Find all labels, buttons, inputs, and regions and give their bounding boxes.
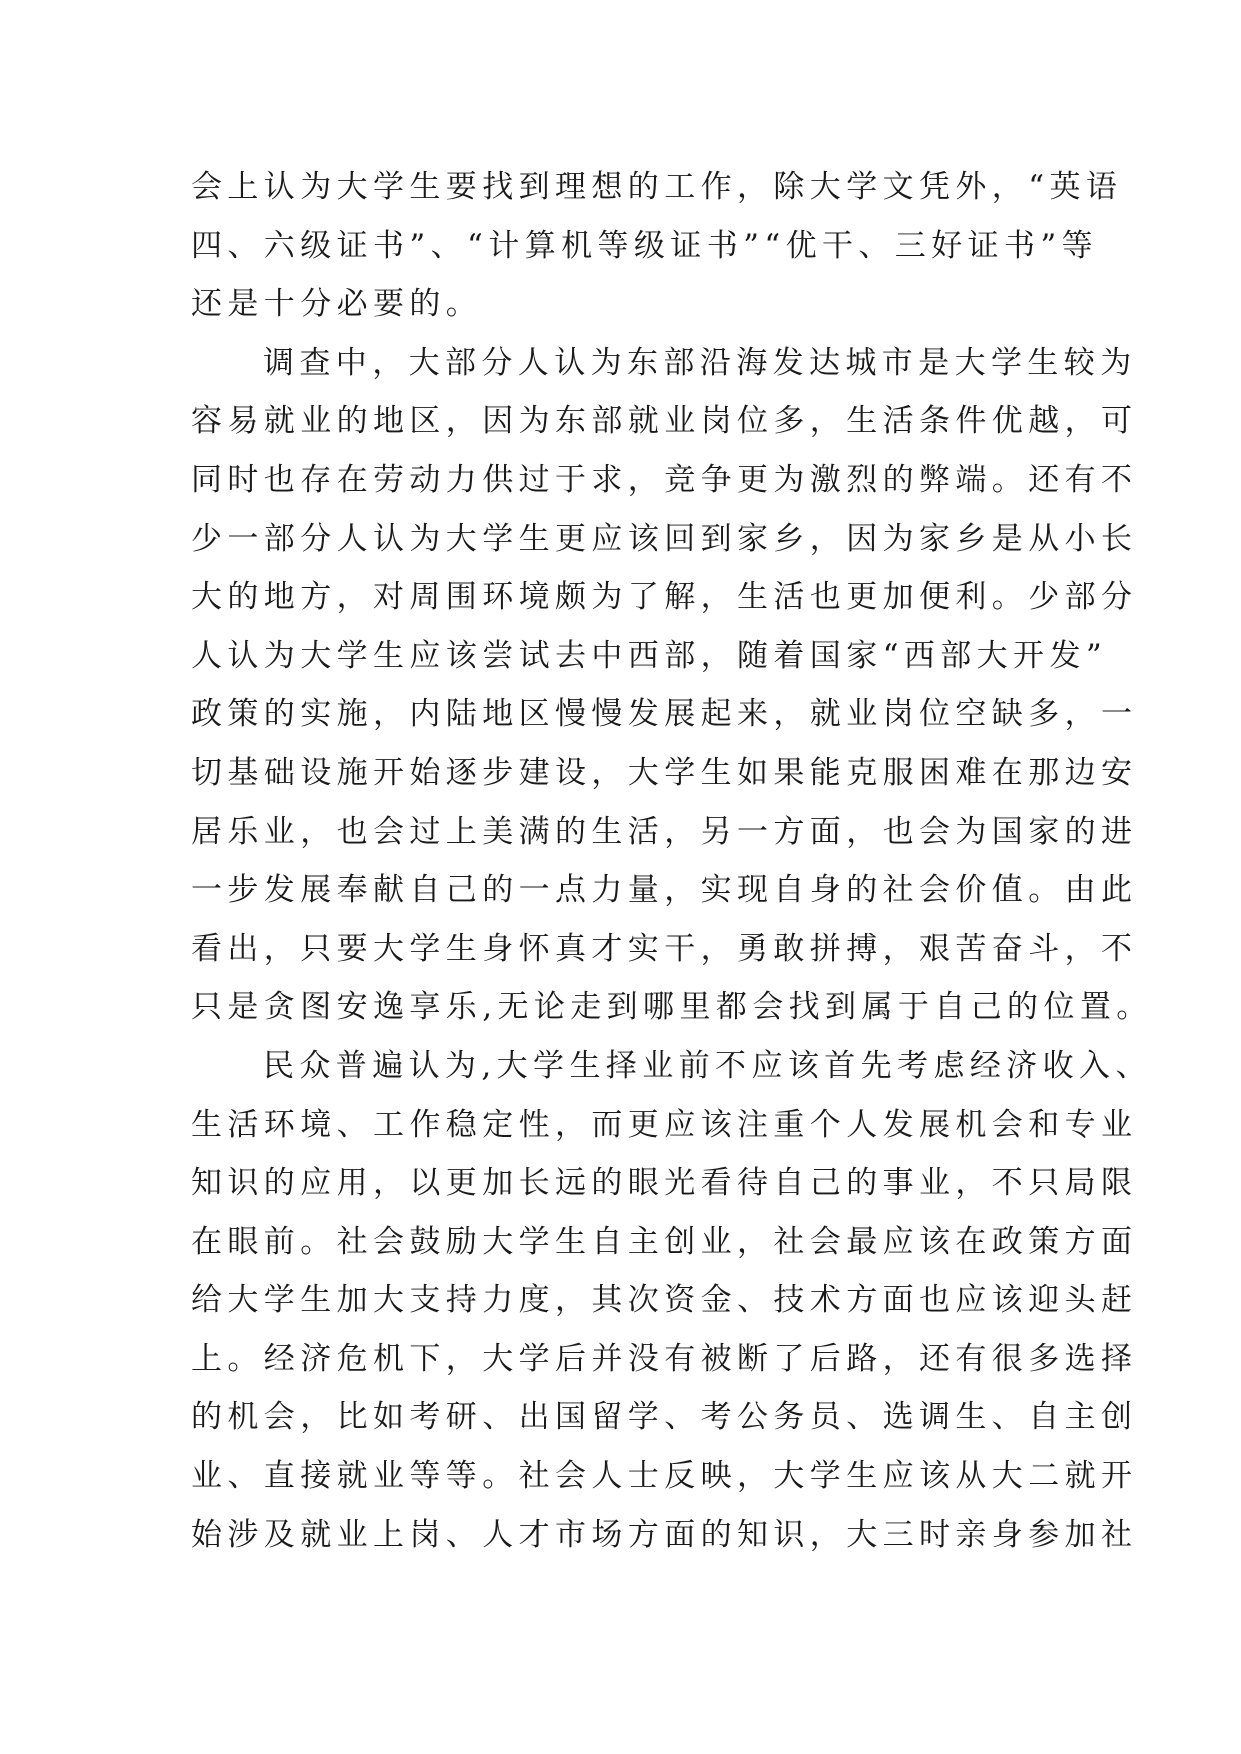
text-line: 四、六级证书”、“计算机等级证书”“优干、三好证书”等: [191, 227, 1099, 264]
text-line: 生活环境、工作稳定性，而更应该注重个人发展机会和专业: [191, 1106, 1138, 1143]
text-line: 会上认为大学生要找到理想的工作，除大学文凭外，“英语: [191, 169, 1123, 205]
text-line: 看出，只要大学生身怀真才实干，勇敢拼搏，艰苦奋斗，不: [191, 930, 1138, 967]
text-line: 在眼前。社会鼓励大学生自主创业，社会最应该在政策方面: [191, 1223, 1138, 1260]
text-line: 业、直接就业等等。社会人士反映，大学生应该从大二就开: [191, 1458, 1138, 1495]
body-text: [191, 158, 1153, 1564]
text-line: 人认为大学生应该尝试去中西部，随着国家“西部大开发”: [191, 637, 1108, 674]
text-line: 只是贪图安逸享乐,无论走到哪里都会找到属于自己的位置。: [191, 989, 1153, 1026]
text-line: 切基础设施开始逐步建设，大学生如果能克服困难在那边安: [191, 754, 1138, 791]
text-line: 大的地方，对周围环境颇为了解，生活也更加便利。少部分: [191, 579, 1138, 616]
text-line: 还是十分必要的。: [191, 286, 483, 323]
text-line: 始涉及就业上岗、人才市场方面的知识，大三时亲身参加社: [191, 1516, 1138, 1553]
text-line: 上。经济危机下，大学后并没有被断了后路，还有很多选择: [191, 1340, 1138, 1377]
text-line: 少一部分人认为大学生更应该回到家乡，因为家乡是从小长: [191, 520, 1138, 557]
text-line: 民众普遍认为,大学生择业前不应该首先考虑经济收入、: [263, 1047, 1152, 1084]
text-line: 调查中，大部分人认为东部沿海发达城市是大学生较为: [263, 344, 1137, 381]
text-line: 给大学生加大支持力度，其次资金、技术方面也应该迎头赶: [191, 1282, 1138, 1319]
text-line: 政策的实施，内陆地区慢慢发展起来，就业岗位空缺多，一: [191, 696, 1138, 733]
text-line: 同时也存在劳动力供过于求，竞争更为激烈的弊端。还有不: [191, 461, 1138, 498]
text-line: 知识的应用，以更加长远的眼光看待自己的事业，不只局限: [191, 1165, 1138, 1202]
text-line: 一步发展奉献自己的一点力量，实现自身的社会价值。由此: [191, 872, 1138, 909]
text-line: 容易就业的地区，因为东部就业岗位多，生活条件优越，可: [191, 403, 1138, 440]
text-line: 的机会，比如考研、出国留学、考公务员、选调生、自主创: [191, 1399, 1138, 1436]
text-line: 居乐业，也会过上美满的生活，另一方面，也会为国家的进: [191, 813, 1138, 850]
